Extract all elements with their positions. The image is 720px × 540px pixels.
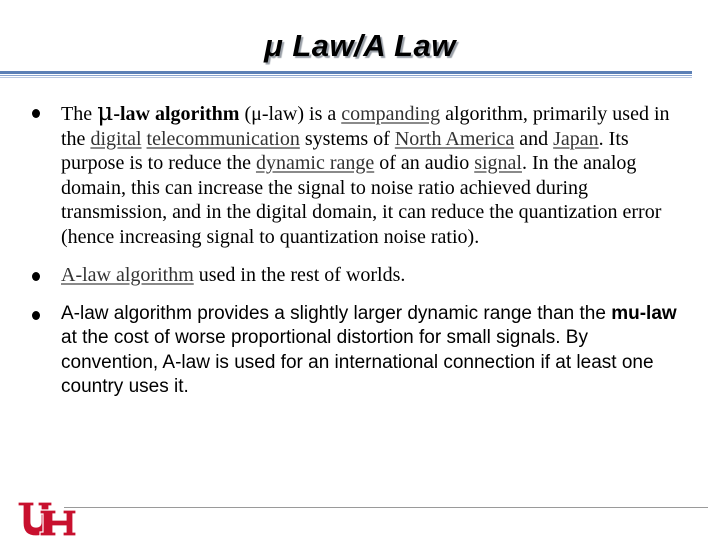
text-and: and bbox=[514, 127, 554, 150]
bullet-mu-law bbox=[30, 97, 690, 249]
title-divider-thin bbox=[0, 75, 692, 76]
link-japan[interactable]: Japan bbox=[553, 127, 599, 150]
bullet-dot-icon bbox=[32, 311, 40, 320]
text-international: at the cost of worse proportional distortion for small signals. By convention, A-law is used for an international connection if at least one country uses it. bbox=[61, 327, 654, 397]
mu-law-algorithm-term: -law algorithm bbox=[113, 103, 240, 125]
link-digital[interactable]: digital bbox=[90, 127, 142, 150]
title-divider bbox=[0, 71, 692, 74]
text-mu-law-paren: (μ-law) is a bbox=[239, 103, 342, 125]
text-of-audio: of an audio bbox=[374, 152, 475, 174]
bullet-a-law-usage bbox=[30, 263, 690, 288]
mu-law-term: mu-law bbox=[611, 302, 677, 324]
text-analog-domain: . In the analog domain, this can increase the signal to noise ratio achieved during transmission, and in the digital domain, it can reduce the quantization error (hence increasing signal to quantization noise ratio). bbox=[61, 152, 662, 248]
link-telecommunication[interactable]: telecommunication bbox=[146, 127, 300, 150]
title-divider-faint bbox=[0, 77, 692, 78]
mu-symbol: μ bbox=[97, 97, 114, 126]
uh-logo-icon bbox=[16, 496, 76, 540]
text-systems-of: systems of bbox=[299, 127, 395, 150]
link-dynamic-range[interactable]: dynamic range bbox=[255, 152, 375, 174]
bullet-dot-icon bbox=[32, 272, 40, 281]
text-a-law-provides: A-law algorithm provides a slightly larger dynamic range than the bbox=[61, 302, 612, 324]
text-purpose: . Its purpose is to reduce the bbox=[61, 127, 629, 174]
bullet-list bbox=[30, 97, 690, 400]
text-the: The bbox=[61, 103, 98, 125]
link-signal[interactable]: signal bbox=[474, 152, 522, 174]
text-rest-of-worlds: used in the rest of worlds. bbox=[193, 264, 406, 286]
link-a-law-algorithm[interactable]: A-law algorithm bbox=[61, 264, 194, 286]
bullet-dot-icon bbox=[32, 109, 40, 118]
bullet-a-law-comparison bbox=[30, 302, 690, 400]
link-companding[interactable]: companding bbox=[341, 103, 441, 125]
link-north-america[interactable]: North America bbox=[394, 127, 515, 150]
text-algorithm: algorithm, primarily used in the bbox=[61, 103, 670, 150]
footer-divider bbox=[64, 507, 708, 508]
slide-title: μ Law/A Law bbox=[264, 28, 456, 63]
